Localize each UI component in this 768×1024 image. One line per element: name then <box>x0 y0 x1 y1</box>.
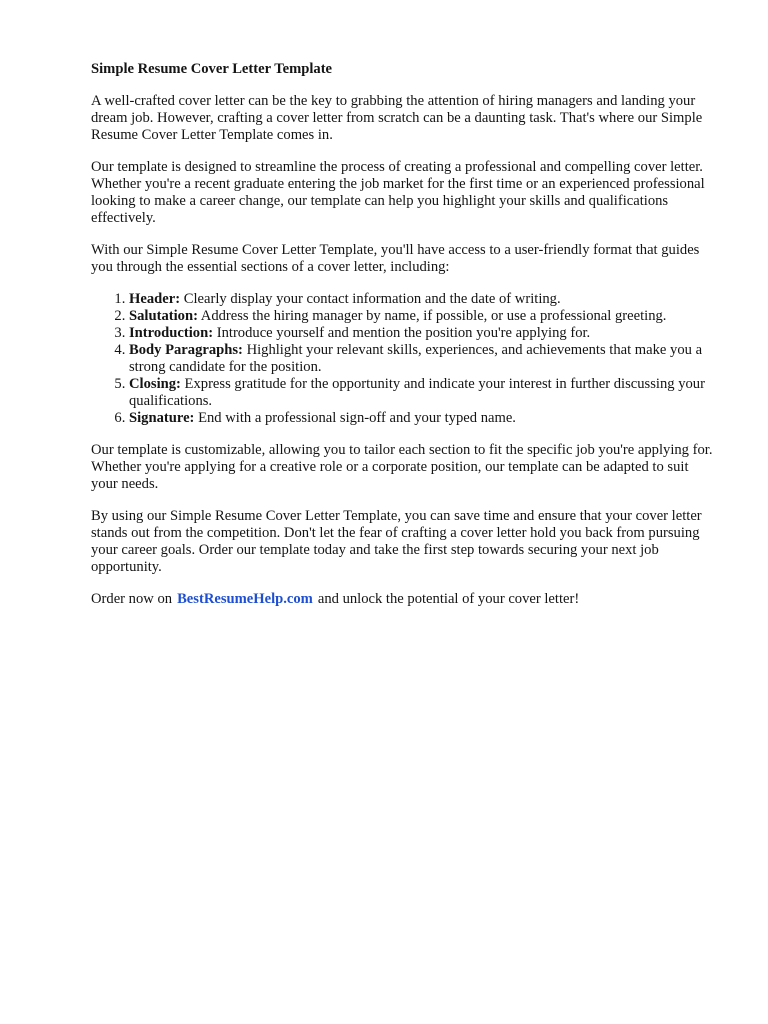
sections-intro-paragraph: With our Simple Resume Cover Letter Template, you'll have access to a user-friendly format that guides you through the essential sections of a cover letter, including: <box>91 242 700 275</box>
list-item-text: Introduce yourself and mention the position you're applying for. <box>213 325 591 341</box>
template-description-paragraph: Our template is designed to streamline the process of creating a professional and compelling cover letter. Whether you're a recent graduate entering the job market for the first time or an experienced professional looking to make a career change, our template can help you highlight your skills and qualifications effectively. <box>91 159 705 226</box>
document-title: Simple Resume Cover Letter Template <box>91 61 333 77</box>
intro-paragraph: A well-crafted cover letter can be the key to grabbing the attention of hiring managers and landing your dream job. However, crafting a cover letter from scratch can be a daunting task. That's where our Simple Resume Cover Letter Template comes in. <box>91 93 703 143</box>
list-item-text: Address the hiring manager by name, if possible, or use a professional greeting. <box>197 308 667 324</box>
list-item-label: Closing: <box>129 376 181 392</box>
list-item-text: Clearly display your contact information and the date of writing. <box>180 291 561 307</box>
cta-suffix: and unlock the potential of your cover letter! <box>317 591 580 607</box>
list-item-text: End with a professional sign-off and your typed name. <box>194 410 516 426</box>
list-item-closing <box>129 376 718 410</box>
cta-prefix: Order now on <box>91 591 173 607</box>
list-item-label: Salutation: <box>129 308 198 324</box>
list-item-signature <box>129 410 718 427</box>
list-item-body-paragraphs <box>129 342 718 376</box>
call-to-action <box>91 591 718 608</box>
list-item-introduction <box>129 325 718 342</box>
list-item-label: Introduction: <box>129 325 214 341</box>
list-item-header <box>129 291 718 308</box>
customizable-paragraph: Our template is customizable, allowing you to tailor each section to fit the specific job you're applying for. Whether you're applying for a creative role or a corporate position, our template can be adapted to suit your needs. <box>91 442 713 492</box>
best-resume-help-link[interactable]: BestResumeHelp.com <box>177 591 313 607</box>
list-item-label: Body Paragraphs: <box>129 342 243 358</box>
list-item-label: Header: <box>129 291 181 307</box>
sections-list <box>91 291 718 427</box>
list-item-text: Express gratitude for the opportunity and indicate your interest in further discussing your qualifications. <box>129 376 705 409</box>
list-item-salutation <box>129 308 718 325</box>
list-item-label: Signature: <box>129 410 195 426</box>
benefits-paragraph: By using our Simple Resume Cover Letter Template, you can save time and ensure that your cover letter stands out from the competition. Don't let the fear of crafting a cover letter hold you back from pursuing your career goals. Order our template today and take the first step towards securing your next job opportunity. <box>91 508 702 575</box>
list-item-text: Highlight your relevant skills, experiences, and achievements that make you a strong candidate for the position. <box>129 342 703 375</box>
